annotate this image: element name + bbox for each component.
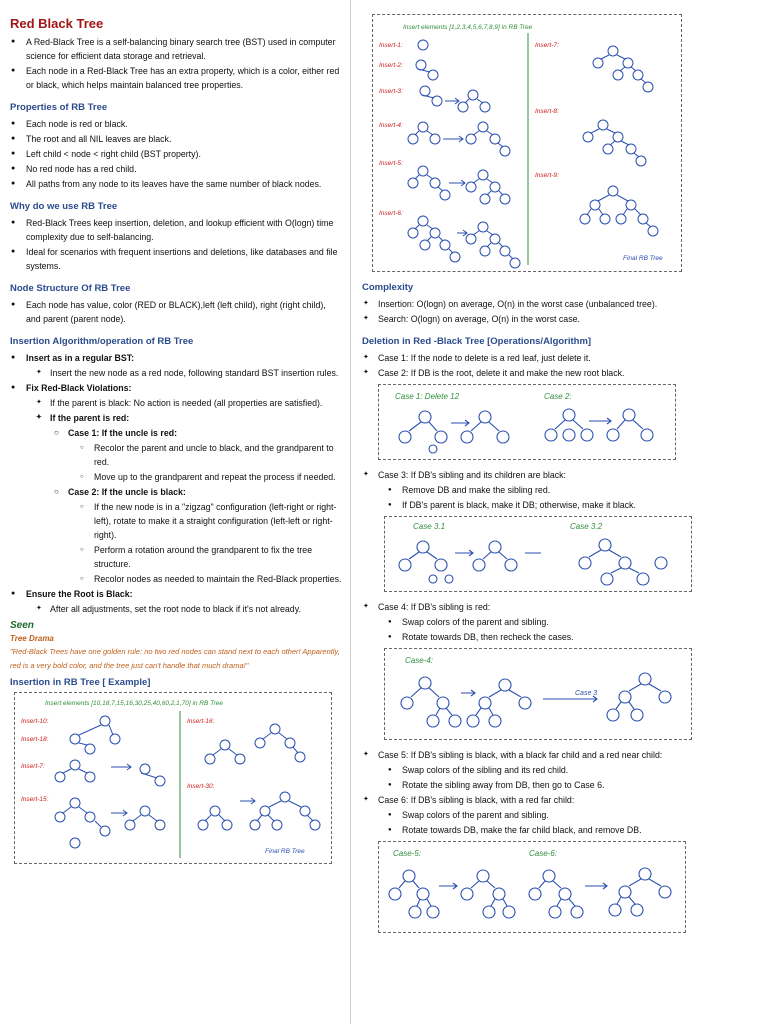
deletion-list-c	[360, 600, 760, 644]
node-structure-heading: Node Structure Of RB Tree	[10, 283, 131, 294]
insertion-list	[8, 351, 342, 616]
insertion-example-sketch	[15, 693, 331, 863]
right-column	[360, 10, 760, 933]
deletion-case3-figure	[384, 516, 692, 592]
page-title: Red Black Tree	[10, 16, 104, 31]
list-item: ● Each node has value, color (RED or BLACK),left (left child), right (right child), and parent (parent node).	[8, 298, 342, 326]
case3-label: Case 3.2	[570, 522, 603, 531]
insertion-step: ○ Case 1: If the uncle is red:	[8, 426, 342, 440]
case12-sketch	[379, 385, 675, 459]
top-fig-label: Insert-2:	[379, 62, 403, 69]
case56-label: Case-6:	[529, 849, 558, 858]
example-fig-label: Insert-30:	[187, 783, 215, 790]
list-item: ● Rotate towards DB, make the far child black, and remove DB.	[360, 823, 760, 837]
list-item: ● Swap colors of the parent and sibling.	[360, 808, 760, 822]
list-item: ● No red node has a red child.	[8, 162, 342, 176]
left-column	[8, 10, 342, 864]
deletion-case12-figure	[378, 384, 676, 460]
why-heading: Why do we use RB Tree	[10, 201, 118, 212]
top-fig-label: Insert-5:	[379, 160, 403, 167]
insertion-step: ✦ If the parent is black: No action is needed (all properties are satisfied).	[8, 396, 342, 410]
example-fig-label: Insert-15:	[21, 796, 49, 803]
deletion-case56-figure	[378, 841, 686, 933]
insertion-step: ○ Recolor the parent and uncle to black, and the grandparent to red.	[8, 441, 342, 469]
case3-label: Case 3.1	[413, 522, 446, 531]
top-fig-label: Insert-4:	[379, 122, 403, 129]
list-item: ✦ Case 4: If DB's sibling is red:	[360, 600, 760, 614]
case4-arrow-label: Case 3	[575, 690, 598, 697]
example-fig-header: Insert elements [10,18,7,15,16,30,25,40,60,2,1,70] in RB Tree	[45, 700, 224, 707]
insertion-example-figure	[14, 692, 332, 864]
insertion-step: ✦ If the parent is red:	[8, 411, 342, 425]
properties-heading: Properties of RB Tree	[10, 102, 108, 113]
list-item: ● Remove DB and make the sibling red.	[360, 483, 760, 497]
top-fig-label: Insert-1:	[379, 42, 403, 49]
example-heading: Insertion in RB Tree [ Example]	[10, 677, 151, 688]
top-fig-label: Insert-8:	[535, 108, 559, 115]
list-item: ● Each node is red or black.	[8, 117, 342, 131]
case12-label: Case 1: Delete 12	[395, 392, 460, 401]
list-item: ✦ Case 3: If DB's sibling and its children are black:	[360, 468, 760, 482]
list-item: ● Ideal for scenarios with frequent insertions and deletions, like databases and file systems.	[8, 245, 342, 273]
list-item: ✦ Case 1: If the node to delete is a red leaf, just delete it.	[360, 351, 760, 365]
list-item: ✦ Search: O(logn) on average, O(n) in the worst case.	[360, 312, 760, 326]
complexity-list	[360, 297, 760, 326]
insertion-step: ✦ After all adjustments, set the root node to black if it's not already.	[8, 602, 342, 616]
why-list	[8, 216, 342, 273]
list-item: ● Rotate the sibling away from DB, then go to Case 6.	[360, 778, 760, 792]
list-item: ● Rotate towards DB, then recheck the cases.	[360, 630, 760, 644]
drama-title: Tree Drama	[10, 634, 54, 643]
insertion-step: ● Fix Red-Black Violations:	[8, 381, 342, 395]
complexity-heading: Complexity	[362, 282, 414, 293]
example-fig-label: Insert-10:	[21, 718, 49, 725]
node-structure-list	[8, 298, 342, 326]
top-fig-label: Insert-7:	[535, 42, 559, 49]
seen-label: Seen	[10, 620, 34, 631]
top-fig-label: Insert-6:	[379, 210, 403, 217]
insertion-step: ○ Recolor nodes as needed to maintain the Red-Black properties.	[8, 572, 342, 586]
deletion-case4-figure	[384, 648, 692, 740]
case3-sketch	[385, 517, 691, 591]
deletion-list-d	[360, 748, 760, 837]
top-fig-label: Insert-3:	[379, 88, 403, 95]
example-fig-label: Insert-7:	[21, 763, 45, 770]
list-item: ● A Red-Black Tree is a self-balancing binary search tree (BST) used in computer science for efficient data storage and retrieval.	[8, 35, 342, 63]
insertion-heading: Insertion Algorithm/operation of RB Tree	[10, 336, 194, 347]
insertion-step: ○ Move up to the grandparent and repeat the process if needed.	[8, 470, 342, 484]
list-item: ✦ Insertion: O(logn) on average, O(n) in the worst case (unbalanced tree).	[360, 297, 760, 311]
insertion-step: ○ Perform a rotation around the grandparent to fix the tree structure.	[8, 543, 342, 571]
list-item: ✦ Case 5: If DB's sibling is black, with a black far child and a red near child:	[360, 748, 760, 762]
list-item: ● Each node in a Red-Black Tree has an extra property, which is a color, either red or black, which helps maintain balanced tree properties.	[8, 64, 342, 92]
example-fig-label: Insert-16:	[187, 718, 215, 725]
list-item: ● Left child < node < right child (BST property).	[8, 147, 342, 161]
properties-list	[8, 117, 342, 191]
insertion-step: ● Ensure the Root is Black:	[8, 587, 342, 601]
top-insertion-sketch	[373, 15, 681, 271]
intro-list	[8, 35, 342, 92]
top-fig-header: Insert elements [1,2,3,4,5,6,7,8,9] in RB Tree	[403, 24, 533, 31]
list-item: ● All paths from any node to its leaves have the same number of black nodes.	[8, 177, 342, 191]
list-item: ● If DB's parent is black, make it DB; otherwise, make it black.	[360, 498, 760, 512]
column-divider	[350, 0, 351, 1024]
case12-label: Case 2:	[544, 392, 572, 401]
list-item: ✦ Case 6: If DB's sibling is black, with a red far child:	[360, 793, 760, 807]
insertion-step: ○ If the new node is in a "zigzag" configuration (left-right or right-left), rotate to make it a straight configuration (left-left or right-right).	[8, 500, 342, 542]
example-fig-footer: Final RB Tree	[265, 848, 305, 855]
insertion-step: ✦ Insert the new node as a red node, following standard BST insertion rules.	[8, 366, 342, 380]
top-insertion-figure	[372, 14, 682, 272]
list-item: ● Swap colors of the parent and sibling.	[360, 615, 760, 629]
deletion-list-a	[360, 351, 760, 380]
example-fig-label: Insert-18:	[21, 736, 49, 743]
case4-sketch	[385, 649, 691, 739]
insertion-step: ○ Case 2: If the uncle is black:	[8, 485, 342, 499]
top-fig-label: Insert-9:	[535, 172, 559, 179]
case4-label: Case-4:	[405, 656, 434, 665]
insertion-step: ● Insert as in a regular BST:	[8, 351, 342, 365]
case56-label: Case-5:	[393, 849, 422, 858]
list-item: ● Swap colors of the sibling and its red child.	[360, 763, 760, 777]
drama-text: "Red-Black Trees have one golden rule: no two red nodes can stand next to each other! Apparently, red is a very bold color, and the tree just can't handle that much drama!"	[10, 647, 340, 670]
list-item: ● Red-Black Trees keep insertion, deletion, and lookup efficient with O(logn) time complexity due to self-balancing.	[8, 216, 342, 244]
deletion-heading: Deletion in Red -Black Tree [Operations/Algorithm]	[362, 336, 592, 347]
list-item: ● The root and all NIL leaves are black.	[8, 132, 342, 146]
top-fig-footer: Final RB Tree	[623, 255, 663, 262]
list-item: ✦ Case 2: If DB is the root, delete it and make the new root black.	[360, 366, 760, 380]
case56-sketch	[379, 842, 685, 932]
deletion-list-b	[360, 468, 760, 512]
